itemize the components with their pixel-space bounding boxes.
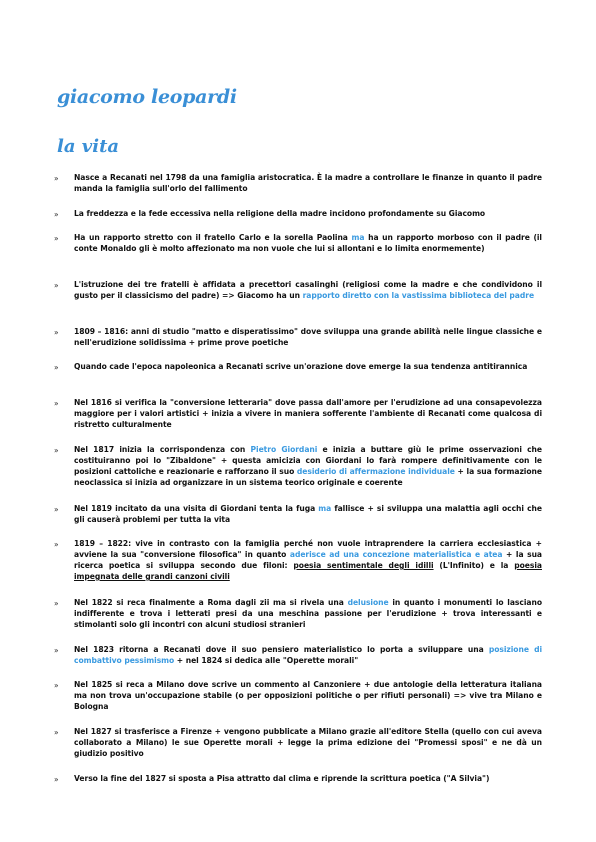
list-item	[54, 397, 542, 430]
list-item	[54, 232, 542, 254]
text-segment: ha un rapporto morboso con il padre (il conte Monaldo gli è molto affezionato ma non vuole che lui si allontani e lo limita enormemente)	[74, 233, 542, 253]
bullet-icon: »	[54, 646, 59, 655]
list-item	[54, 726, 542, 759]
list-item-text	[74, 232, 542, 254]
text-segment: (L'Infinito) e la	[433, 561, 515, 570]
list-item	[54, 597, 542, 630]
highlighted-text: aderisce ad una concezione materialistica e atea	[289, 550, 503, 559]
text-segment: Quando cade l'epoca napoleonica a Recanati scrive un'orazione dove emerge la sua tendenza antitirannica	[74, 362, 528, 371]
text-segment: in quanto i monumenti lo lasciano indifferente e trova i letterati presi da una meschina passione per l'erudizione + trova interessanti e stimolanti solo gli incontri con alcuni studiosi stranieri	[74, 598, 542, 629]
list-item-text	[74, 208, 542, 219]
list-item-text	[74, 538, 542, 582]
underlined-text: poesia impegnata delle grandi canzoni civili	[74, 561, 542, 581]
list-item-text	[74, 444, 542, 488]
bullet-icon: »	[54, 505, 59, 514]
text-segment: fallisce + si sviluppa una malattia agli occhi che gli causerà problemi per tutta la vita	[74, 504, 542, 524]
bullet-icon: »	[54, 281, 59, 290]
list-item-text	[74, 679, 542, 712]
highlighted-text: desiderio di affermazione individuale	[296, 467, 455, 476]
text-segment: + la sua formazione neoclassica si inizia ad organizzare in un sistema teorico originale e coerente	[74, 467, 542, 487]
text-segment: Nel 1819 incitato da una visita di Giordani tenta la fuga	[74, 504, 319, 513]
list-item	[54, 361, 542, 373]
text-segment: Nel 1827 si trasferisce a Firenze + vengono pubblicate a Milano grazie all'editore Stella (quello con cui aveva collaborato a Milano) le sue Operette morali + legge la prima edizione dei "Promessi sposi" e ne dà un giudizio positivo	[74, 727, 542, 758]
page-title: giacomo leopardi	[57, 86, 237, 108]
text-segment: e inizia a buttare giù le prime osservazioni che costituiranno poi lo "Zibaldone" + questa amicizia con Giordani lo farà rompere definitivamente con le posizioni cattoliche e reazionarie e rafforzano il suo	[74, 445, 542, 476]
text-segment: Nasce a Recanati nel 1798 da una famiglia aristocratica. È la madre a controllare le finanze in quanto il padre manda la famiglia sull'orlo del fallimento	[74, 173, 542, 193]
text-segment: + la sua ricerca poetica si sviluppa secondo due filoni:	[74, 550, 542, 570]
bullet-icon: »	[54, 234, 59, 243]
list-item-text	[74, 726, 542, 759]
section-heading: la vita	[57, 136, 120, 157]
highlighted-text: Pietro Giordani	[250, 445, 318, 454]
list-item-text	[74, 279, 542, 301]
list-item	[54, 326, 542, 348]
bullet-icon: »	[54, 174, 59, 183]
bullet-icon: »	[54, 328, 59, 337]
list-item-text	[74, 644, 542, 666]
text-segment: Ha un rapporto stretto con il fratello Carlo e la sorella Paolina	[74, 233, 352, 242]
list-item	[54, 538, 542, 582]
list-item-text	[74, 326, 542, 348]
bullet-icon: »	[54, 728, 59, 737]
list-item	[54, 172, 542, 194]
list-item	[54, 279, 542, 301]
text-segment: Nel 1816 si verifica la "conversione letteraria" dove passa dall'amore per l'erudizione ad una consapevolezza maggiore per i valori artistici + inizia a vivere in maniera sofferente l'ambiente di Recanati come qualcosa di ristretto culturalmente	[74, 398, 542, 429]
underlined-text: poesia sentimentale degli idilli	[293, 561, 434, 570]
list-item	[54, 503, 542, 525]
text-segment: 1819 – 1822: vive in contrasto con la famiglia perché non vuole intraprendere la carriera ecclesiastica + avviene la sua "conversione filosofica" in quanto	[74, 539, 542, 559]
bullet-icon: »	[54, 210, 59, 219]
list-item-text	[74, 503, 542, 525]
highlighted-text: delusione	[347, 598, 389, 607]
text-segment: Verso la fine del 1827 si sposta a Pisa attratto dal clima e riprende la scrittura poetica ("A Silvia")	[74, 774, 490, 783]
bullet-icon: »	[54, 446, 59, 455]
text-segment: Nel 1825 si reca a Milano dove scrive un commento al Canzoniere + due antologie della letteratura italiana ma non trova un'occupazione stabile (o per opposizioni politiche o per rifiuti personali) => vive tra Milano e Bologna	[74, 680, 542, 711]
list-item-text	[74, 172, 542, 194]
list-item	[54, 679, 542, 712]
list-item	[54, 444, 542, 488]
bullet-icon: »	[54, 599, 59, 608]
text-segment: Nel 1822 si reca finalmente a Roma dagli zii ma si rivela una	[74, 598, 348, 607]
list-item	[54, 773, 542, 785]
text-segment: 1809 – 1816: anni di studio "matto e disperatissimo" dove sviluppa una grande abilità nelle lingue classiche e nell'erudizione solidissima + prime prove poetiche	[74, 327, 542, 347]
list-item-text	[74, 597, 542, 630]
list-item	[54, 644, 542, 666]
highlighted-text: posizione di combattivo pessimismo	[74, 645, 543, 665]
text-segment: La freddezza e la fede eccessiva nella religione della madre incidono profondamente su Giacomo	[74, 209, 486, 218]
list-item	[54, 208, 542, 220]
text-segment: L'istruzione dei tre fratelli è affidata a precettori casalinghi (religiosi come la madre e che condividono il gusto per il classicismo del padre) => Giacomo ha un	[74, 280, 542, 300]
bullet-icon: »	[54, 399, 59, 408]
list-item-text	[74, 773, 542, 784]
highlighted-text: rapporto diretto con la vastissima biblioteca del padre	[302, 291, 535, 300]
list-item-text	[74, 361, 542, 372]
text-segment: + nel 1824 si dedica alle "Operette morali"	[174, 656, 359, 665]
bullet-icon: »	[54, 540, 59, 549]
highlighted-text: ma	[351, 233, 365, 242]
highlighted-text: ma	[318, 504, 332, 513]
bullet-icon: »	[54, 775, 59, 784]
list-item-text	[74, 397, 542, 430]
bullet-icon: »	[54, 681, 59, 690]
bullet-icon: »	[54, 363, 59, 372]
text-segment: Nel 1823 ritorna a Recanati dove il suo pensiero materialistico lo porta a sviluppare una	[74, 645, 489, 654]
text-segment: Nel 1817 inizia la corrispondenza con	[74, 445, 251, 454]
